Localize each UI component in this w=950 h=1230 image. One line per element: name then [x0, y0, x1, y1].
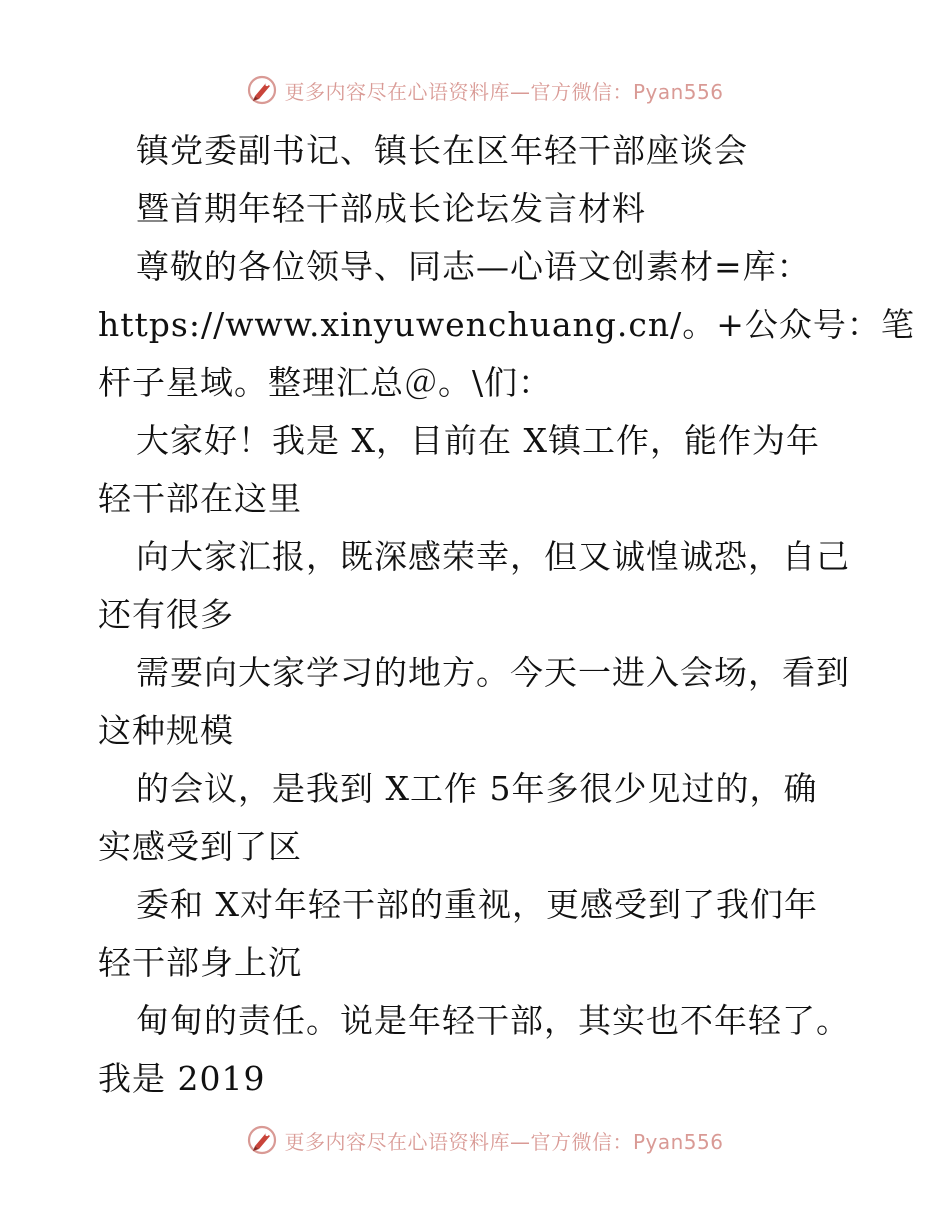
- body-line: 杆子星域。整理汇总＠。\们：: [98, 363, 553, 402]
- body-line: 轻干部在这里: [98, 479, 302, 518]
- paragraph-line: 的会议，是我到 X工作 5年多很少见过的，确: [136, 769, 818, 808]
- body-line: https://www.xinyuwenchuang.cn/。+公众号：笔: [98, 305, 915, 344]
- document-title-line-1: 镇党委副书记、镇长在区年轻干部座谈会: [136, 131, 748, 170]
- watermark-text: 更多内容尽在心语资料库—官方微信：Pyan556: [284, 79, 724, 104]
- document-body: [98, 122, 915, 1108]
- pen-logo-icon: [246, 74, 278, 106]
- paragraph-line: 委和 X对年轻干部的重视，更感受到了我们年: [136, 885, 818, 924]
- body-line: 轻干部身上沉: [98, 943, 302, 982]
- document-title-line-2: 暨首期年轻干部成长论坛发言材料: [136, 189, 646, 228]
- paragraph-line: 向大家汇报，既深感荣幸，但又诚惶诚恐，自己: [136, 537, 850, 576]
- pen-logo-icon: [246, 1124, 278, 1156]
- paragraph-line: 需要向大家学习的地方。今天一进入会场，看到: [136, 653, 850, 692]
- body-line: 还有很多: [98, 595, 234, 634]
- bottom-watermark-banner: [0, 1120, 950, 1160]
- salutation-line: 尊敬的各位领导、同志—心语文创素材=库：: [136, 247, 811, 286]
- body-line: 这种规模: [98, 711, 234, 750]
- paragraph-line: 大家好！我是 X，目前在 X镇工作，能作为年: [136, 421, 820, 460]
- watermark-text: 更多内容尽在心语资料库—官方微信：Pyan556: [284, 1129, 724, 1154]
- top-watermark-banner: [0, 70, 950, 110]
- body-line: 实感受到了区: [98, 827, 302, 866]
- body-line: 我是 2019: [98, 1059, 266, 1098]
- paragraph-line: 甸甸的责任。说是年轻干部，其实也不年轻了。: [136, 1001, 850, 1040]
